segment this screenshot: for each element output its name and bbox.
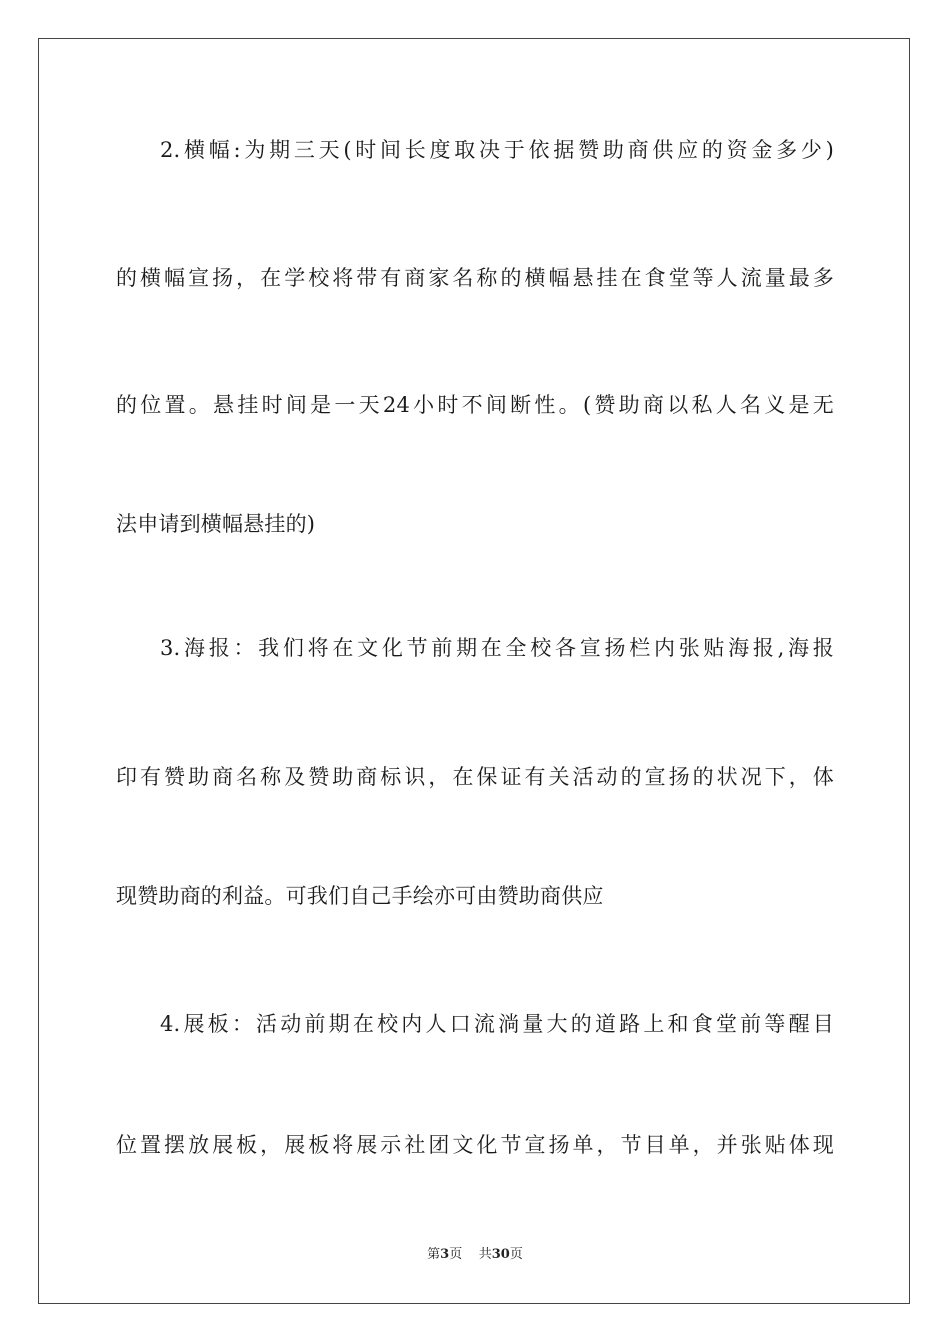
page-label-prefix: 第 [427, 1247, 441, 1262]
paragraph-2-line-2: 的横幅宣扬，在学校将带有商家名称的横幅悬挂在食堂等人流量最多 [116, 266, 834, 290]
paragraph-4-line-2: 位置摆放展板，展板将展示社团文化节宣扬单，节目单，并张贴体现 [116, 1133, 834, 1157]
paragraph-4-line-1: 4.展板：活动前期在校内人口流淌量大的道路上和食堂前等醒目 [160, 1012, 834, 1036]
total-page-count: 30 [491, 1247, 510, 1262]
paragraph-2-line-4: 法申请到横幅悬挂的) [116, 512, 316, 536]
paragraph-3-line-3: 现赞助商的利益。可我们自己手绘亦可由赞助商供应 [116, 884, 604, 908]
paragraph-3-line-1: 3.海报：我们将在文化节前期在全校各宣扬栏内张贴海报,海报 [160, 636, 834, 660]
paragraph-2-line-3: 的位置。悬挂时间是一天24小时不间断性。(赞助商以私人名义是无 [116, 393, 834, 417]
total-label-suffix: 页 [509, 1247, 523, 1262]
current-page-number: 3 [440, 1247, 450, 1262]
total-label-prefix: 共 [478, 1247, 492, 1262]
paragraph-2-line-1: 2.横幅:为期三天(时间长度取决于依据赞助商供应的资金多少) [160, 138, 834, 162]
paragraph-3-line-2: 印有赞助商名称及赞助商标识，在保证有关活动的宣扬的状况下，体 [116, 765, 834, 789]
page-footer [0, 1246, 950, 1264]
page-border [38, 38, 910, 1304]
page-label-suffix: 页 [449, 1247, 463, 1262]
